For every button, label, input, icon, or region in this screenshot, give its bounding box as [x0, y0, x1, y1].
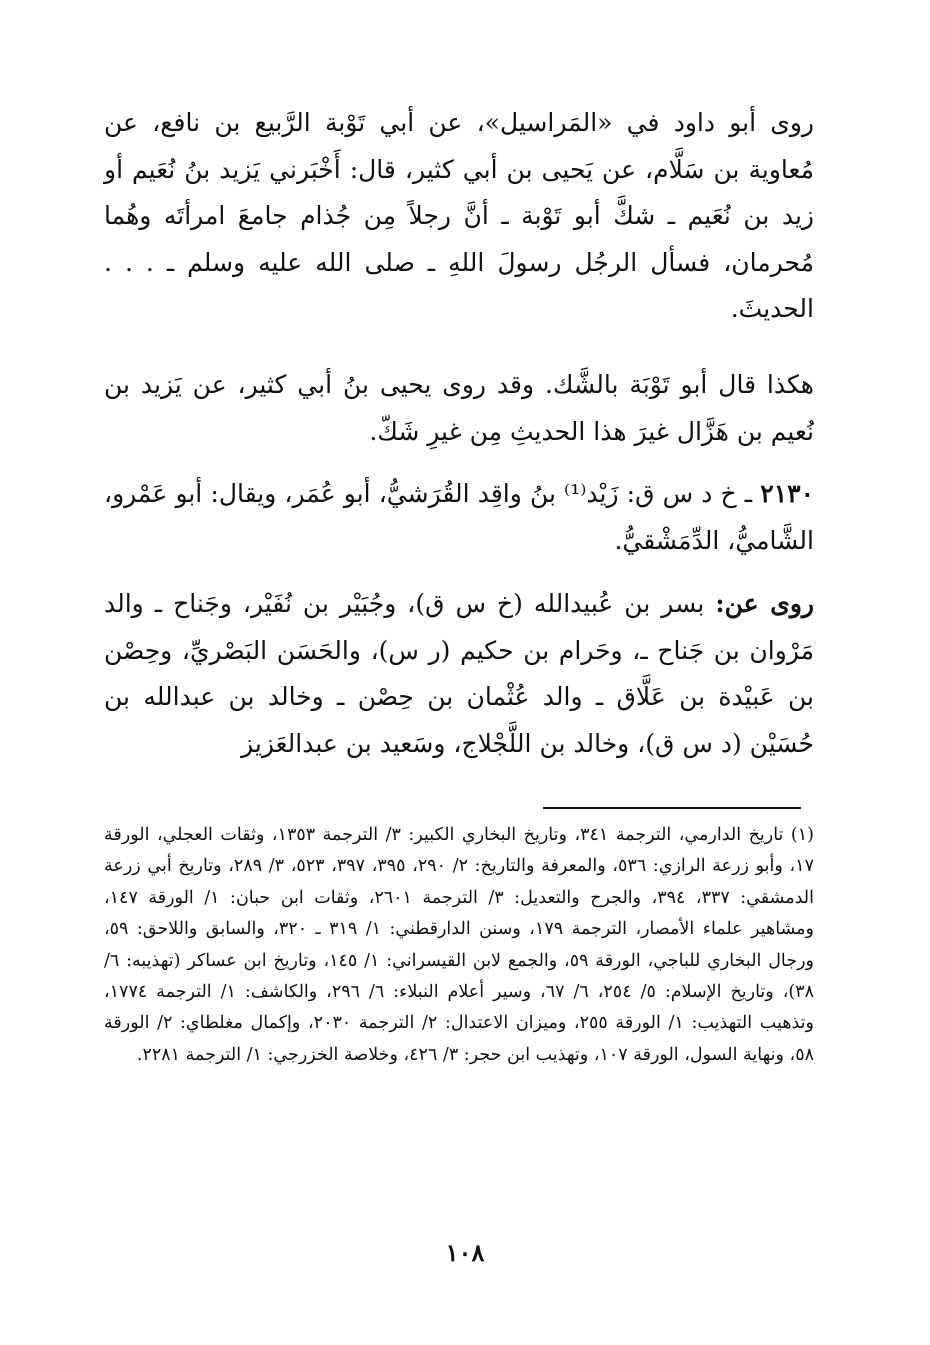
footnote-divider	[543, 807, 801, 809]
paragraph-narrators	[104, 581, 814, 767]
narrators-list: بسر بن عُبيدالله (خ س ق)، وجُبَيْر بن نُفَيْر، وجَناح ـ والد مَرْوان بن جَناح ـ، وحَرام بن حكيم (ر س)، والحَسَن البَصْريِّ، وحِصْن بن عَبيْدة بن عَلَّاق ـ والد عُثْمان بن حِصْن ـ وخالد بن عبدالله بن حُسَيْن (د س ق)، وخالد بن اللَّجْلاج، وسَعيد بن عبدالعَزيز	[104, 589, 814, 758]
paragraph-doubt-note: هكذا قال أبو تَوْبَة بالشَّك. وقد روى يحيى بنُ أبي كثير، عن يَزيد بن نُعيم بن هَزَّال غيرَ هذا الحديثِ مِن غيرِ شَكّ.	[104, 370, 814, 446]
entry-number: ٢١٣٠	[760, 479, 814, 508]
paragraph-abu-dawud-narration: روى أبو داود في «المَراسيل»، عن أبي تَوْبة الرَّبيع بن نافع، عن مُعاوية بن سَلَّام، عن يَحيى بن أبي كثير، قال: أَخْبَرني يَزيد بنُ نُعَيم أو زيد بن نُعَيم ـ شكَّ أبو تَوْبة ـ أنَّ رجلاً مِن جُذام جامعَ امرأتَه وهُما مُحرمان، فسأل الرجُل رسولَ اللهِ ـ صلى الله عليه وسلم ـ . . . الحديثَ.	[104, 108, 814, 323]
paragraph-biography-entry	[104, 471, 814, 564]
narrated-from-label: روى عن:	[715, 589, 814, 618]
page-number: ١٠٨	[445, 1238, 485, 1267]
entry-heading: ـ خ د س ق: زَيْد⁽¹⁾ بنُ واقِد القُرَشيُّ، أبو عُمَر، ويقال: أبو عَمْرو، الشَّاميُّ، الدِّمَشْقيُّ.	[104, 479, 814, 555]
footnote-sources: (١) تاريخ الدارمي، الترجمة ٣٤١، وتاريخ البخاري الكبير: ٣/ الترجمة ١٣٥٣، وثقات العجلي، الورقة ١٧، وأبو زرعة الرازي: ٥٣٦، والمعرفة والتاريخ: ٢/ ٢٩٠، ٣٩٥، ٣٩٧، ٥٢٣، ٣/ ٢٨٩، وتاريخ أبي زرعة الدمشقي: ٣٣٧، ٣٩٤، والجرح والتعديل: ٣/ الترجمة ٢٦٠١، وثقات ابن حبان: ١/ الورقة ١٤٧، ومشاهير علماء الأمصار، الترجمة ١٧٩، وسنن الدارقطني: ١/ ٣١٩ ـ ٣٢٠، والسابق واللاحق: ٥٩، ورجال البخاري للباجي، الورقة ٥٩، والجمع لابن القيسراني: ١/ ١٤٥، وتاريخ ابن عساكر (تهذيبه: ٦/ ٣٨)، وتاريخ الإسلام: ٥/ ٢٥٤، ٦/ ٦٧، وسير أعلام النبلاء: ٦/ ٢٩٦، والكاشف: ١/ الترجمة ١٧٧٤، وتذهيب التهذيب: ١/ الورقة ٢٥٥، وميزان الاعتدال: ٢/ الترجمة ٢٠٣٠، وإكمال مغلطاي: ٢/ الورقة ٥٨، ونهاية السول، الورقة ١٠٧، وتهذيب ابن حجر: ٣/ ٤٢٦، وخلاصة الخزرجي: ١/ الترجمة ٢٢٨١.	[104, 825, 814, 1065]
